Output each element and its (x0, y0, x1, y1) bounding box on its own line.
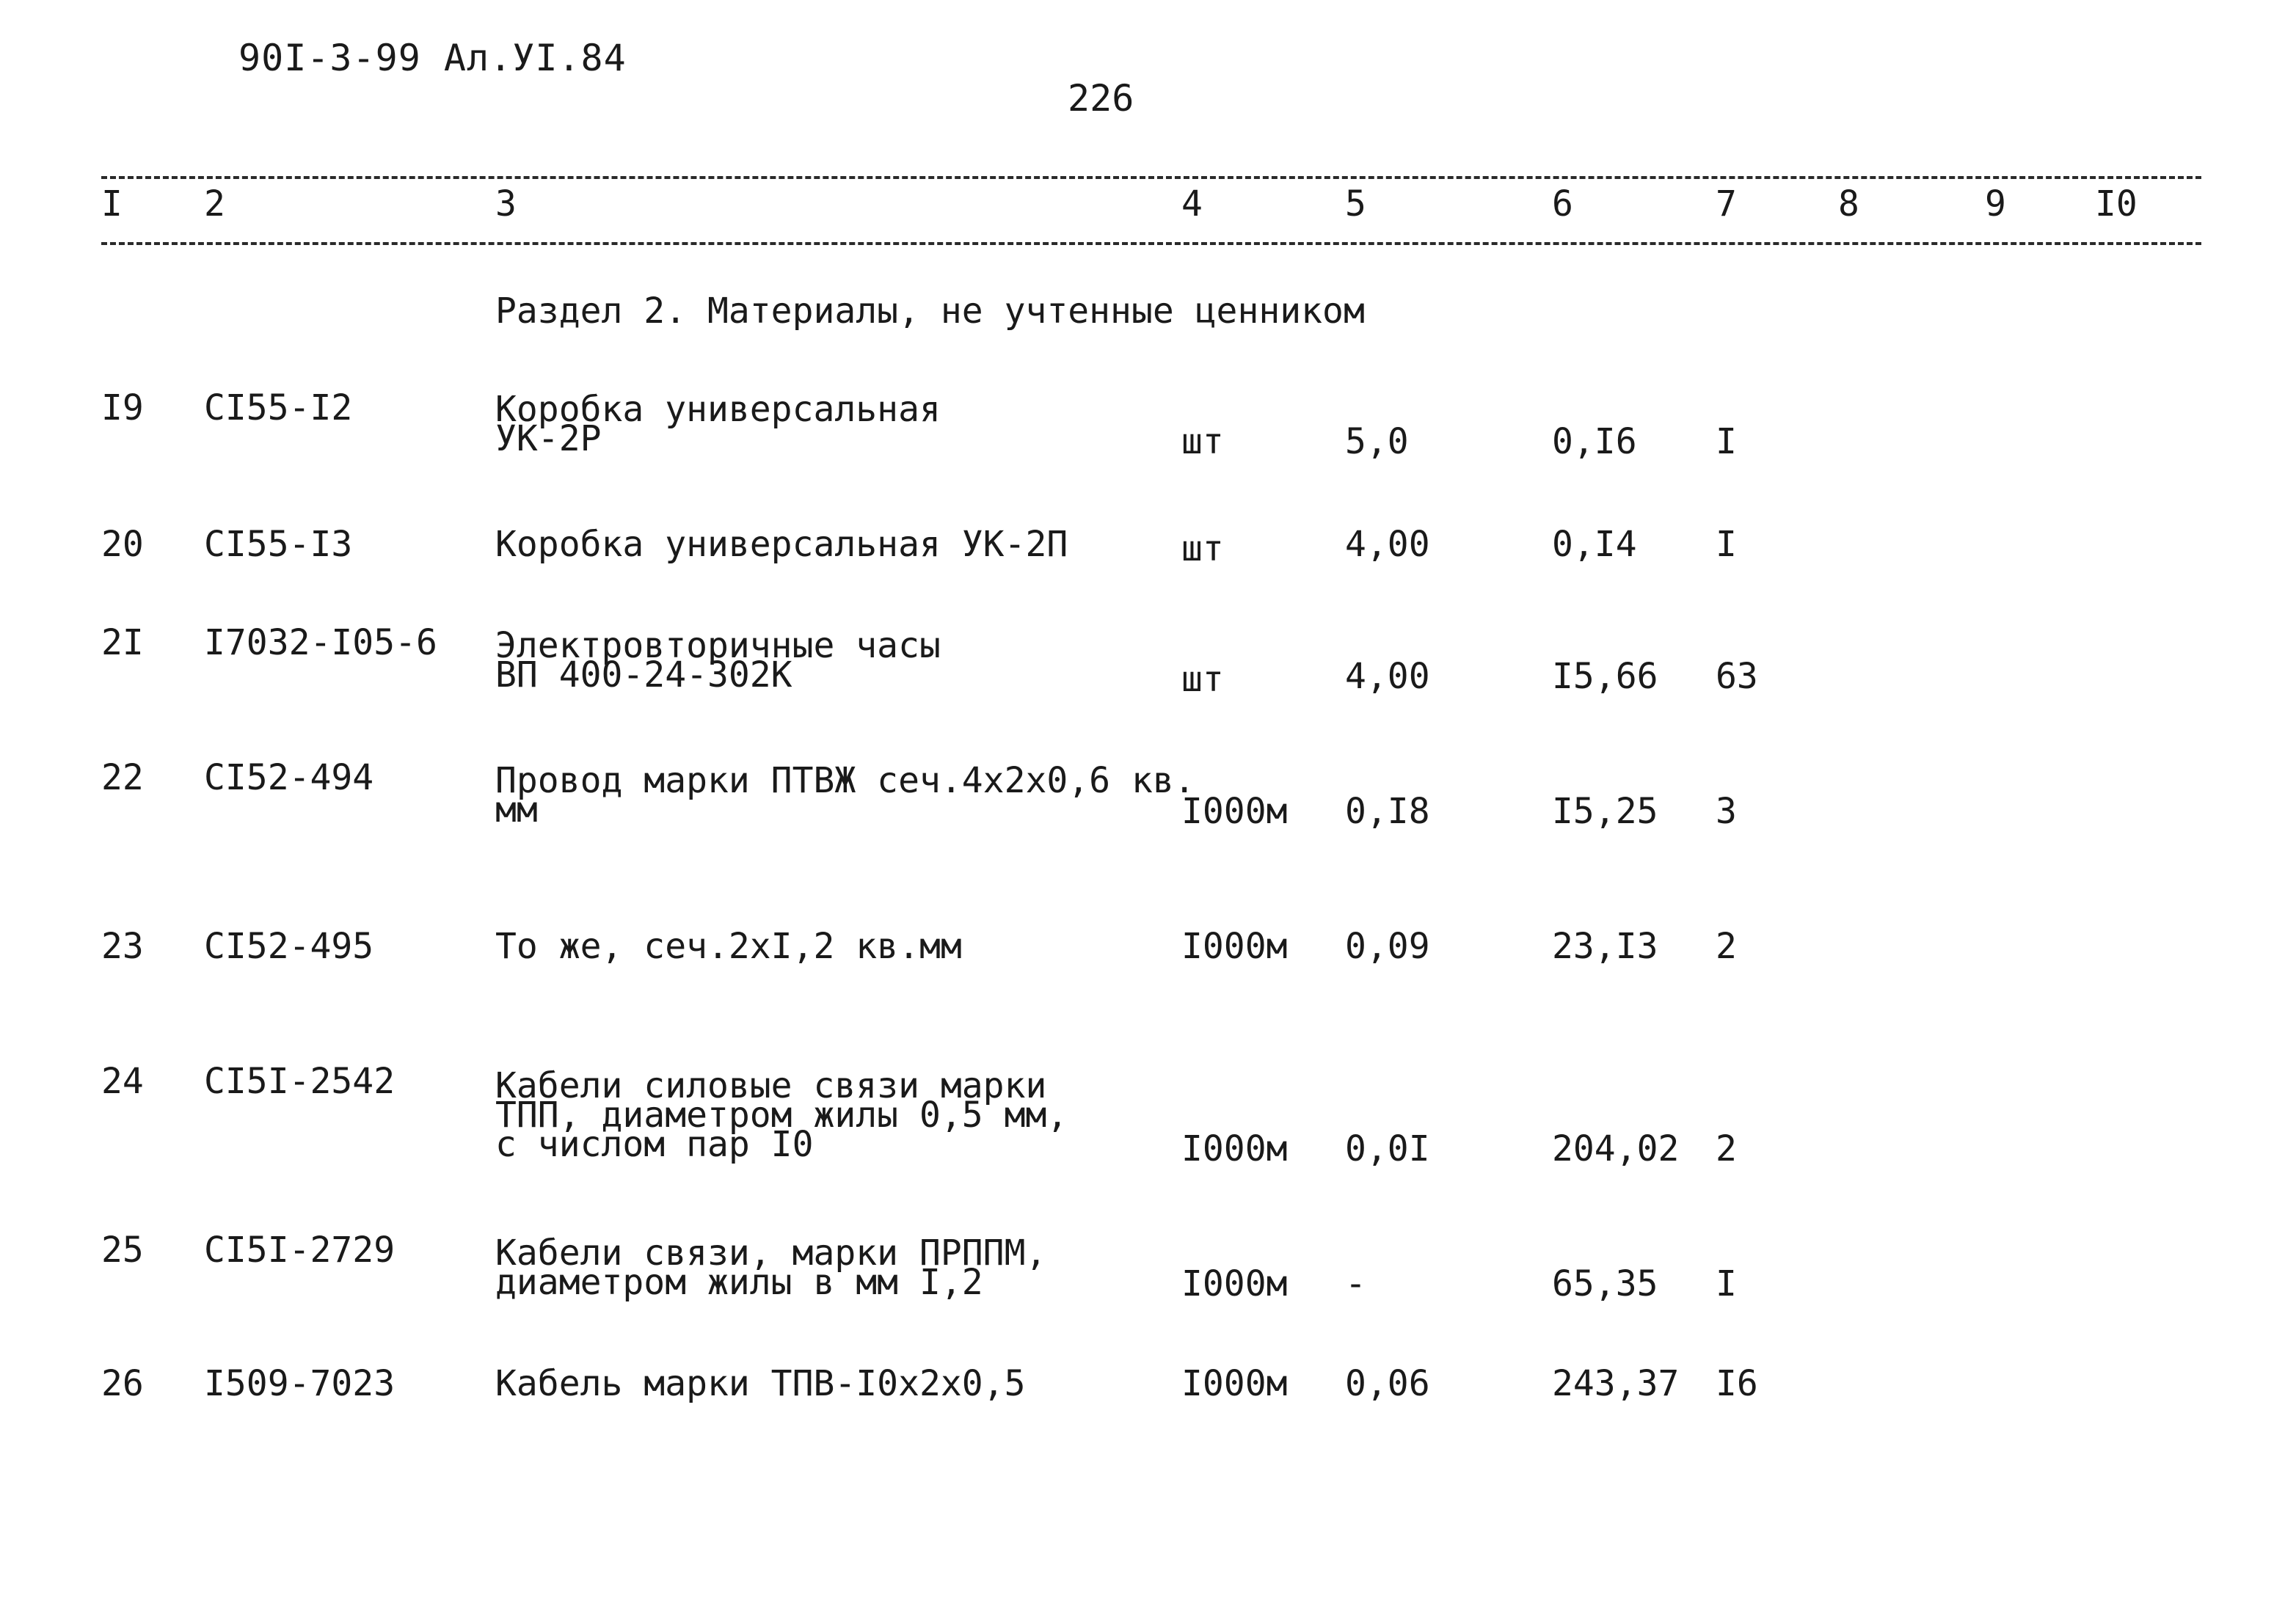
row-code: I509-7023 (204, 1363, 396, 1404)
row-description-line: Кабель марки ТПВ-I0x2x0,5 (495, 1363, 1026, 1404)
section-title: Раздел 2. Материалы, не учтенные ценником (495, 291, 1365, 332)
header-rule-bottom (101, 242, 2201, 245)
row-description-line: Электровторичные часы (495, 625, 941, 666)
row-code: CI55-I2 (204, 387, 353, 428)
row-total: 2 (1716, 926, 1737, 967)
row-unit: I000м (1181, 1263, 1288, 1304)
row-price: 0,I6 (1552, 421, 1637, 462)
row-unit: I000м (1181, 791, 1288, 832)
row-code: CI5I-2542 (204, 1061, 396, 1102)
row-unit: I000м (1181, 1363, 1288, 1404)
row-number: 2I (101, 622, 144, 663)
row-price: 0,I4 (1552, 524, 1637, 565)
column-header-9: 9 (1985, 183, 2006, 224)
row-code: CI52-495 (204, 926, 374, 967)
row-description-line: То же, сеч.2xI,2 кв.мм (495, 926, 962, 967)
column-header-10: I0 (2095, 183, 2138, 224)
row-description (495, 1233, 1047, 1303)
row-description (495, 1363, 1026, 1404)
row-unit: шт (1181, 528, 1224, 569)
row-unit: I000м (1181, 1128, 1288, 1169)
row-total: I (1716, 421, 1737, 462)
row-description-line: ТПП, диаметром жилы 0,5 мм, (495, 1095, 1068, 1136)
page-number: 226 (1068, 77, 1134, 120)
row-number: 26 (101, 1363, 144, 1404)
row-description (495, 389, 941, 459)
row-total: I6 (1716, 1363, 1758, 1404)
column-header-8: 8 (1838, 183, 1859, 224)
row-total: 2 (1716, 1128, 1737, 1169)
column-header-7: 7 (1716, 183, 1737, 224)
row-quantity: 5,0 (1345, 421, 1409, 462)
row-quantity: - (1345, 1263, 1366, 1304)
row-number: 20 (101, 524, 144, 565)
row-description-line: мм (495, 789, 538, 830)
row-total: I (1716, 524, 1737, 565)
row-description (495, 760, 1195, 830)
row-quantity: 0,0I (1345, 1128, 1430, 1169)
document-code: 90I-3-99 Ал.УI.84 (238, 37, 627, 79)
row-unit: шт (1181, 421, 1224, 462)
column-header-3: 3 (495, 183, 517, 224)
row-price: 243,37 (1552, 1363, 1680, 1404)
row-description-line: УК-2Р (495, 418, 602, 459)
row-code: CI55-I3 (204, 524, 353, 565)
column-header-1: I (101, 183, 123, 224)
row-description-line: Кабели силовые связи марки (495, 1065, 1047, 1106)
row-total: 3 (1716, 791, 1737, 832)
row-price: I5,25 (1552, 791, 1658, 832)
row-description-line: Коробка универсальная УК-2П (495, 524, 1068, 565)
row-quantity: 0,I8 (1345, 791, 1430, 832)
row-quantity: 4,00 (1345, 524, 1430, 565)
row-quantity: 4,00 (1345, 656, 1430, 697)
row-unit: шт (1181, 659, 1224, 700)
column-header-6: 6 (1552, 183, 1573, 224)
row-code: CI5I-2729 (204, 1230, 396, 1271)
row-description-line: Кабели связи, марки ПРППМ, (495, 1233, 1047, 1274)
row-quantity: 0,06 (1345, 1363, 1430, 1404)
row-description-line: Провод марки ПТВЖ сеч.4x2x0,6 кв. (495, 760, 1195, 801)
row-number: 24 (101, 1061, 144, 1102)
row-price: I5,66 (1552, 656, 1658, 697)
row-price: 23,I3 (1552, 926, 1658, 967)
row-quantity: 0,09 (1345, 926, 1430, 967)
row-unit: I000м (1181, 926, 1288, 967)
row-code: I7032-I05-6 (204, 622, 437, 663)
row-price: 65,35 (1552, 1263, 1658, 1304)
row-code: CI52-494 (204, 757, 374, 798)
row-number: 22 (101, 757, 144, 798)
row-number: 25 (101, 1230, 144, 1271)
row-total: 63 (1716, 656, 1758, 697)
column-header-2: 2 (204, 183, 225, 224)
row-number: I9 (101, 387, 144, 428)
row-total: I (1716, 1263, 1737, 1304)
row-description (495, 1065, 1068, 1165)
row-description-line: ВП 400-24-302К (495, 654, 792, 695)
row-description-line: Коробка универсальная (495, 389, 941, 430)
row-description-line: диаметром жилы в мм I,2 (495, 1262, 983, 1303)
column-header-5: 5 (1345, 183, 1366, 224)
column-header-4: 4 (1181, 183, 1203, 224)
row-number: 23 (101, 926, 144, 967)
header-rule-top (101, 176, 2201, 179)
row-description (495, 524, 1068, 565)
row-price: 204,02 (1552, 1128, 1680, 1169)
row-description (495, 625, 941, 695)
row-description-line: с числом пар I0 (495, 1124, 814, 1165)
row-description (495, 926, 962, 967)
